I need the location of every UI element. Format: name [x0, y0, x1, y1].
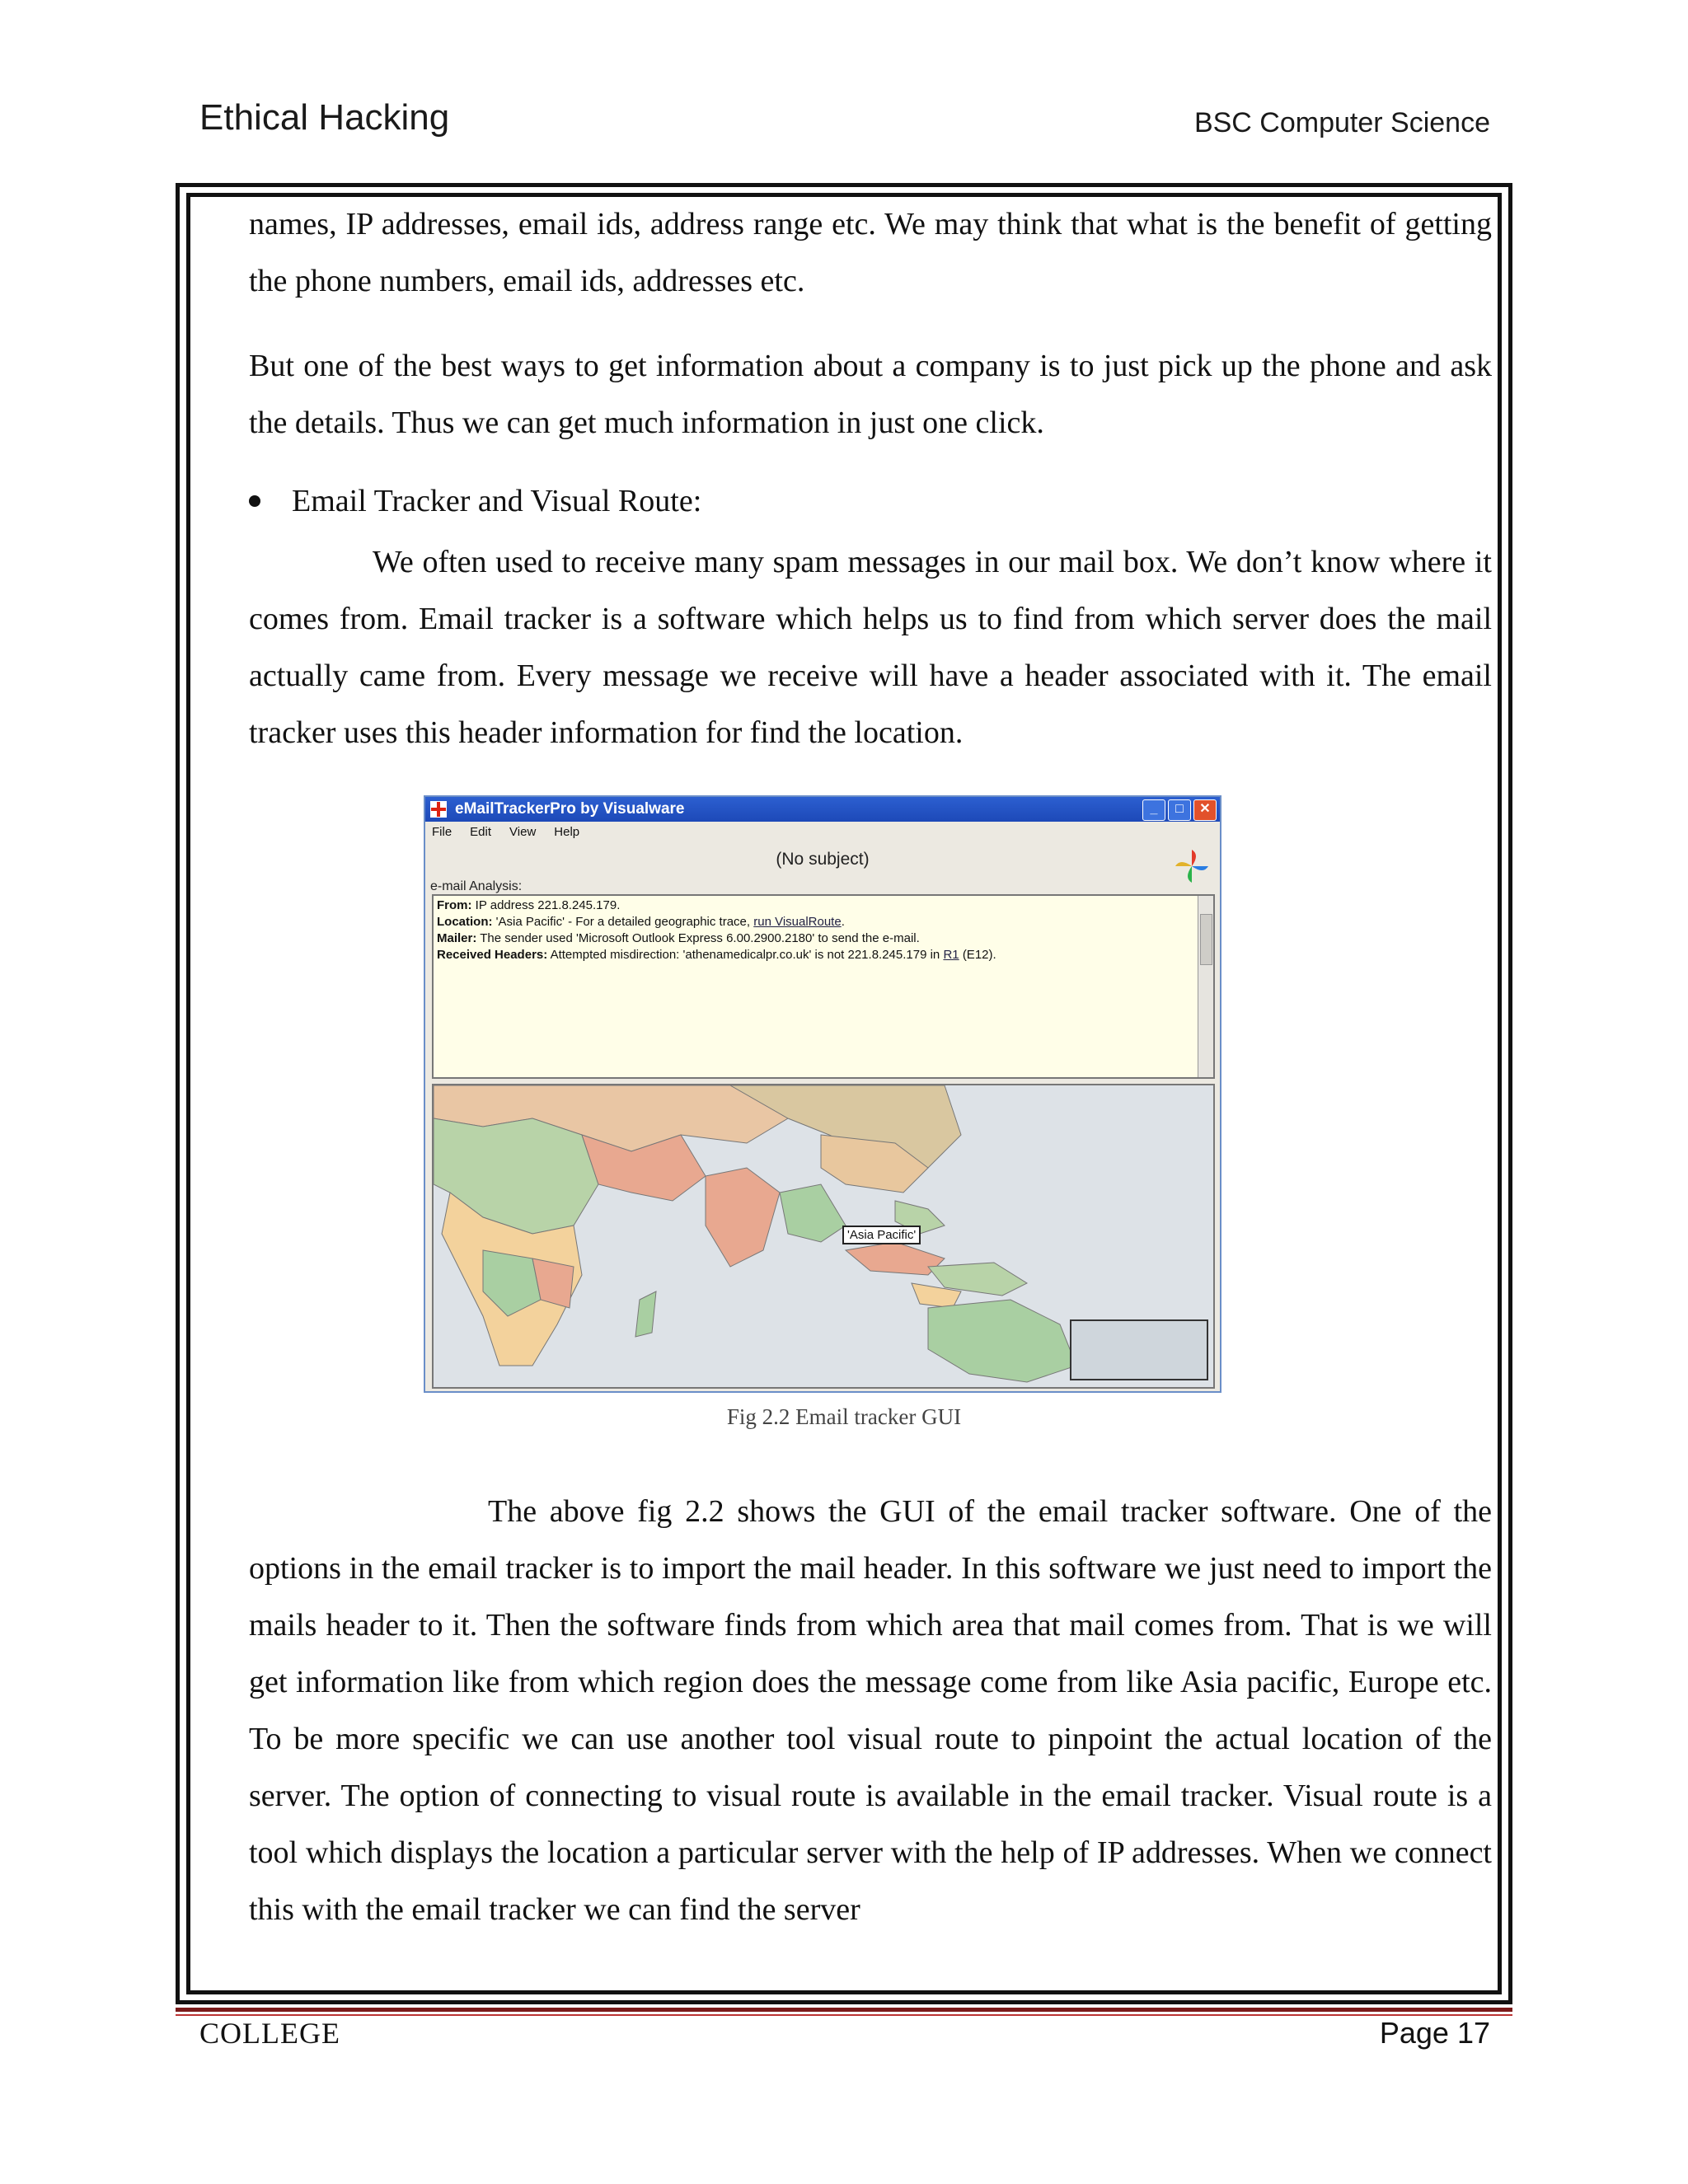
menu-bar — [425, 822, 1220, 843]
footer-rule-thin — [176, 2014, 1512, 2016]
headers-label: Received Headers: — [437, 948, 548, 962]
analysis-scrollbar[interactable] — [1198, 896, 1213, 1077]
paragraph-3-text: We often used to receive many spam messages in our mail box. We don’t know where it comes from. Email tracker is a software which helps us to find from which server does the mail actually came from. Every message we receive will have a header associated with it. The email tracker uses this header information for find the location. — [249, 545, 1492, 750]
header-subject: BSC Computer Science — [1193, 107, 1490, 138]
paragraph-2: But one of the best ways to get information about a company is to just pick up the phone and ask the details. Thus we can get much information in just one click. — [249, 349, 1492, 440]
window-titlebar — [425, 797, 1220, 822]
body-bottom — [249, 1483, 1492, 1938]
minimap-inset[interactable] — [1070, 1319, 1208, 1380]
body-middle — [249, 534, 1492, 762]
bullet-icon — [249, 495, 260, 507]
close-icon[interactable]: ✕ — [1193, 799, 1217, 821]
pinwheel-logo-icon — [1174, 848, 1210, 884]
maximize-icon[interactable]: □ — [1168, 799, 1191, 821]
header-title: Ethical Hacking — [199, 97, 450, 138]
bullet-text: Email Tracker and Visual Route: — [292, 484, 702, 518]
from-label: From: — [437, 898, 472, 912]
page-number: Page 17 — [1379, 2016, 1490, 2050]
email-subject: (No subject) — [776, 850, 870, 869]
headers-tail: (E12). — [962, 948, 996, 962]
world-map[interactable] — [432, 1084, 1215, 1389]
paragraph-3 — [249, 534, 1492, 762]
from-value: IP address 221.8.245.179. — [475, 898, 621, 912]
region-label: 'Asia Pacific' — [842, 1226, 921, 1244]
body-top — [249, 196, 1492, 452]
paragraph-4 — [249, 1483, 1492, 1938]
email-tracker-screenshot — [424, 795, 1221, 1393]
figure-caption: Fig 2.2 Email tracker GUI — [726, 1404, 962, 1429]
paragraph-1: names, IP addresses, email ids, address range etc. We may think that what is the benefit of getting the phone numbers, email ids, addresses etc. — [249, 207, 1492, 298]
location-label: Location: — [437, 915, 493, 929]
mailer-value: The sender used 'Microsoft Outlook Express 6.00.2900.2180' to send the e-mail. — [480, 931, 920, 945]
window-title: eMailTrackerPro by Visualware — [455, 800, 685, 818]
bullet-item — [249, 476, 701, 526]
footer-rule — [176, 2008, 1512, 2012]
headers-value: Attempted misdirection: 'athenamedicalpr.co.uk' is not 221.8.245.179 in — [550, 948, 940, 962]
visualroute-link[interactable]: run VisualRoute — [753, 915, 842, 929]
scroll-thumb[interactable] — [1200, 914, 1212, 965]
menu-edit[interactable]: Edit — [470, 825, 492, 839]
minimize-icon[interactable]: _ — [1142, 799, 1165, 821]
menu-help[interactable]: Help — [554, 825, 580, 839]
analysis-label: e-mail Analysis: — [430, 879, 523, 893]
location-value: 'Asia Pacific' - For a detailed geographic trace, — [495, 915, 751, 929]
menu-view[interactable]: View — [509, 825, 537, 839]
mailer-label: Mailer: — [437, 931, 477, 945]
app-icon — [430, 801, 447, 818]
paragraph-4-text: The above fig 2.2 shows the GUI of the email tracker software. One of the options in the email tracker is to import the mail header. In this software we just need to import the mails header to it. Then the software finds from which area that mail comes from. That is we will get information like from which region does the message come from like Asia pacific, Europe etc. To be more specific we can use another tool visual route to pinpoint the actual location of the server. The option of connecting to visual route is available in the email tracker. Visual route is a tool which displays the location a particular server with the help of IP addresses. When we connect this with the email tracker we can find the server — [249, 1494, 1492, 1927]
footer-college: COLLEGE — [199, 2017, 340, 2050]
r1-link[interactable]: R1 — [943, 948, 959, 962]
analysis-text-area[interactable]: From: IP address 221.8.245.179. Location: 'Asia Pacific' - For a detailed geographic trace, run VisualRoute. Mailer: The sender used 'Microsoft Outlook Express 6.00.2900.2180' to send the e-mail. Received Headers: Attempted misdirection: 'athenamedicalpr.co.uk' is not 221.8.245.179 in R1 (E12). — [432, 894, 1215, 1079]
menu-file[interactable]: File — [432, 825, 452, 839]
